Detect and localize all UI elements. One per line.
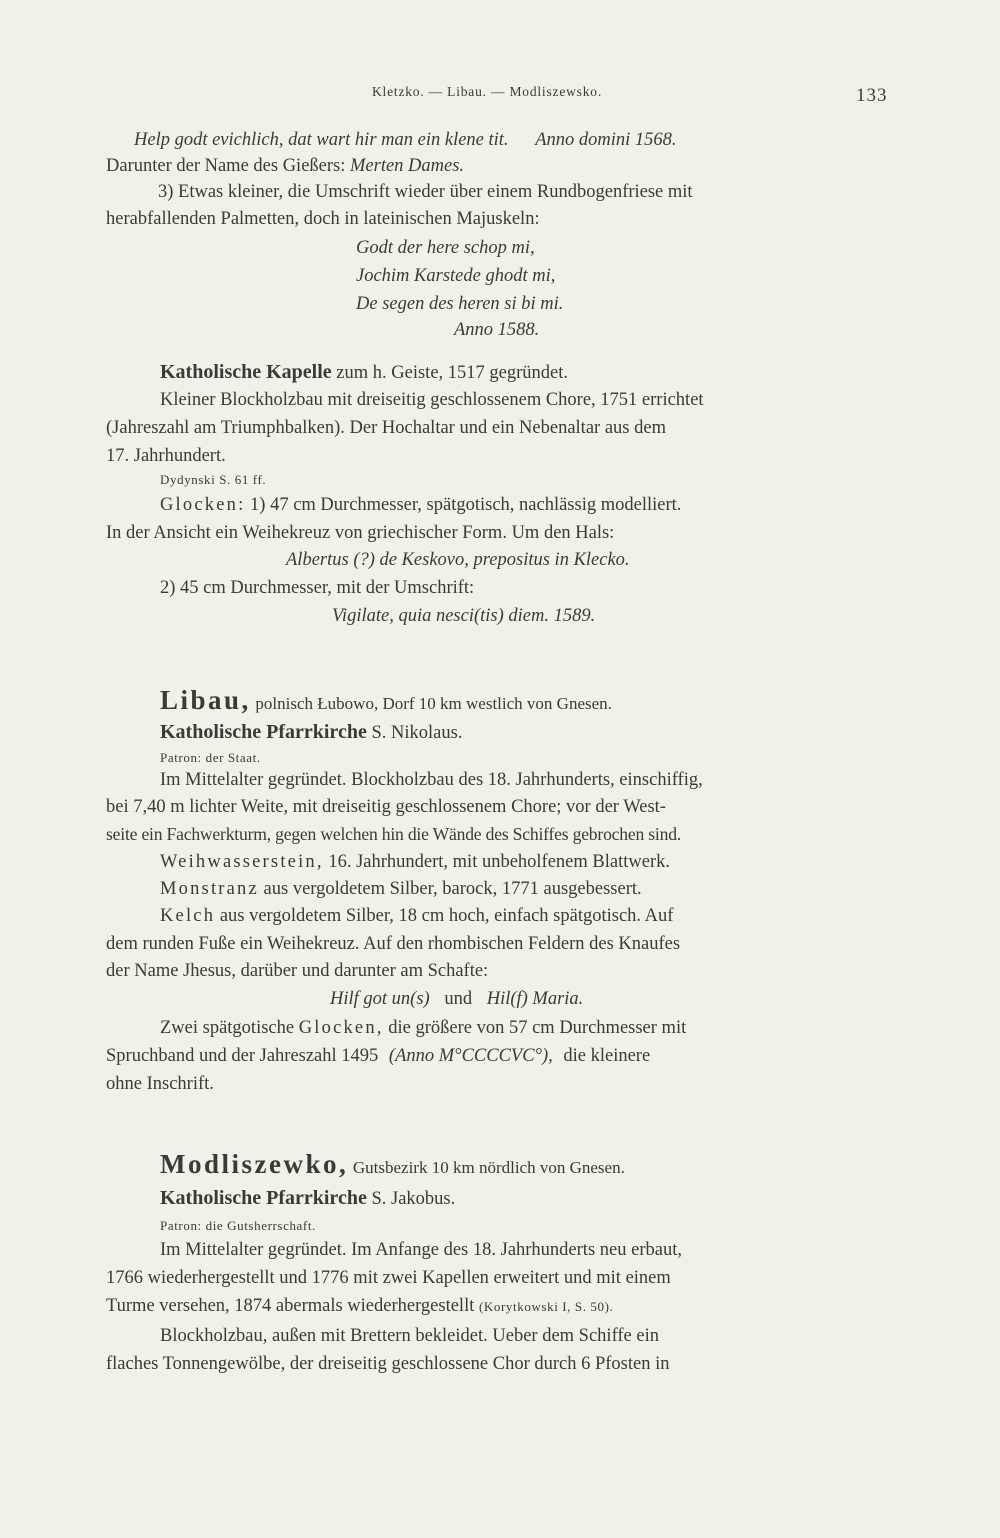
libau-bells-line-3: ohne Inschrift. [106,1074,214,1094]
page-number: 133 [856,85,888,106]
libau-intro: polnisch Łubowo, Dorf 10 km westlich von Gnesen. [255,694,612,713]
bells-inscription-1: Albertus (?) de Keskovo, prepositus in Klecko. [286,550,630,570]
chapel-founded: zum h. Geiste, 1517 gegründet. [336,363,569,383]
libau-chalice-line-3: der Name Jhesus, darüber und darunter am Schafte: [106,961,489,981]
libau-font-line [160,850,670,874]
chapel-desc-1: Kleiner Blockholzbau mit dreiseitig geschlossenem Chore, 1751 errichtet [160,390,704,410]
modliszewko-patron: Patron: die Gutsherrschaft. [160,1218,316,1233]
verse-line-4: Anno 1588. [454,320,540,340]
modliszewko-heading [160,1149,625,1180]
inscription-date: Anno domini 1568. [535,130,677,150]
modliszewko-church-title: Katholische Pfarrkirche [160,1187,367,1209]
modliszewko-desc-2: 1766 wiederhergestellt und 1776 mit zwei Kapellen erweitert und mit einem [106,1268,671,1288]
libau-heading [160,685,612,716]
libau-church-heading [160,720,462,745]
libau-font-label: Weihwasserstein, [160,852,324,872]
modliszewko-desc-5: flaches Tonnengewölbe, der dreiseitig geschlossene Chor durch 6 Pfosten in [106,1354,670,1374]
libau-chalice-inscription [330,987,583,1011]
verse-line-1: Godt der here schop mi, [356,238,535,258]
inscription-und: und [444,989,473,1009]
libau-chalice-desc: aus vergoldetem Silber, 18 cm hoch, einfach spätgotisch. Auf [219,906,674,926]
libau-name: Libau, [160,685,251,715]
chapel-desc-3: 17. Jahrhundert. [106,446,226,466]
bells-line-3: 2) 45 cm Durchmesser, mit der Umschrift: [160,578,475,598]
modliszewko-desc-1: Im Mittelalter gegründet. Im Anfange des 18. Jahrhunderts neu erbaut, [160,1240,682,1260]
libau-desc-2: bei 7,40 m lichter Weite, mit dreiseitig geschlossenem Chore; vor der West- [106,797,666,817]
founder-prefix: Darunter der Name des Gießers: [106,156,346,176]
libau-monstrance-label: Monstranz [160,879,259,899]
bells-line-2: In der Ansicht ein Weihekreuz von griechischer Form. Um den Hals: [106,523,615,543]
libau-bells-pre: Zwei spätgotische [160,1018,295,1038]
founder-line [106,154,464,178]
bells-desc: 1) 47 cm Durchmesser, spätgotisch, nachlässig modelliert. [250,495,682,515]
libau-font-desc: 16. Jahrhundert, mit unbeholfenem Blattwerk. [328,852,670,872]
libau-bells-anno: (Anno M°CCCCVC°), [388,1046,553,1066]
libau-desc-3: seite ein Fachwerkturm, gegen welchen hin die Wände des Schiffes gebrochen sind. [106,824,681,844]
modliszewko-reference: (Korytkowski I, S. 50). [478,1299,614,1314]
verse-line-2: Jochim Karstede ghodt mi, [356,266,556,286]
bells-label: Glocken: [160,495,246,515]
libau-chalice-line [160,904,673,928]
libau-desc-1: Im Mittelalter gegründet. Blockholzbau des 18. Jahrhunderts, einschiffig, [160,770,703,790]
source-reference: Dydynski S. 61 ff. [160,472,267,487]
founder-name: Merten Dames. [350,156,465,176]
libau-bells-year: Spruchband und der Jahreszahl 1495 [106,1046,379,1066]
modliszewko-name: Modliszewko, [160,1149,349,1179]
modliszewko-desc-4: Blockholzbau, außen mit Brettern bekleidet. Ueber dem Schiffe ein [160,1326,659,1346]
libau-church-title: Katholische Pfarrkirche [160,721,367,743]
libau-bells-label: Glocken, [298,1018,384,1038]
bell3-line1: 3) Etwas kleiner, die Umschrift wieder über einem Rundbogenfriese mit [158,182,693,202]
chapel-title: Katholische Kapelle [160,361,332,383]
libau-bells-desc: die größere von 57 cm Durchmesser mit [388,1018,687,1038]
libau-chalice-label: Kelch [160,906,216,926]
modliszewko-church-heading [160,1186,455,1211]
bell-inscription-1 [134,128,677,152]
libau-bells-smaller: die kleinere [563,1046,651,1066]
modliszewko-desc-3-main: Turme versehen, 1874 abermals wiederhergestellt [106,1296,475,1316]
verse-line-3: De segen des heren si bi mi. [356,294,564,314]
running-title: Kletzko. — Libau. — Modliszewsko. [372,84,602,99]
chapel-desc-2: (Jahreszahl am Triumphbalken). Der Hochaltar und ein Nebenaltar aus dem [106,418,666,438]
libau-patron: Patron: der Staat. [160,750,261,765]
libau-chalice-line-2: dem runden Fuße ein Weihekreuz. Auf den rhombischen Feldern des Knaufes [106,934,681,954]
libau-church-patron-saint: S. Nikolaus. [371,723,463,743]
bells-line-1 [160,493,681,517]
inscription-text: Help godt evichlich, dat wart hir man ein klene tit. [134,130,509,150]
modliszewko-church-saint: S. Jakobus. [371,1189,456,1209]
libau-bells-line-2 [106,1044,650,1068]
modliszewko-desc-3 [106,1294,613,1319]
libau-monstrance-line [160,877,642,901]
libau-bells-line-1 [160,1016,686,1040]
inscription-part-b: Hil(f) Maria. [486,989,584,1009]
libau-monstrance-desc: aus vergoldetem Silber, barock, 1771 ausgebessert. [263,879,642,899]
bell3-line2: herabfallenden Palmetten, doch in lateinischen Majuskeln: [106,209,540,229]
inscription-part-a: Hilf got un(s) [330,989,430,1009]
chapel-heading [160,360,568,385]
modliszewko-intro: Gutsbezirk 10 km nördlich von Gnesen. [352,1158,625,1177]
bells-inscription-2: Vigilate, quia nesci(tis) diem. 1589. [332,606,596,626]
